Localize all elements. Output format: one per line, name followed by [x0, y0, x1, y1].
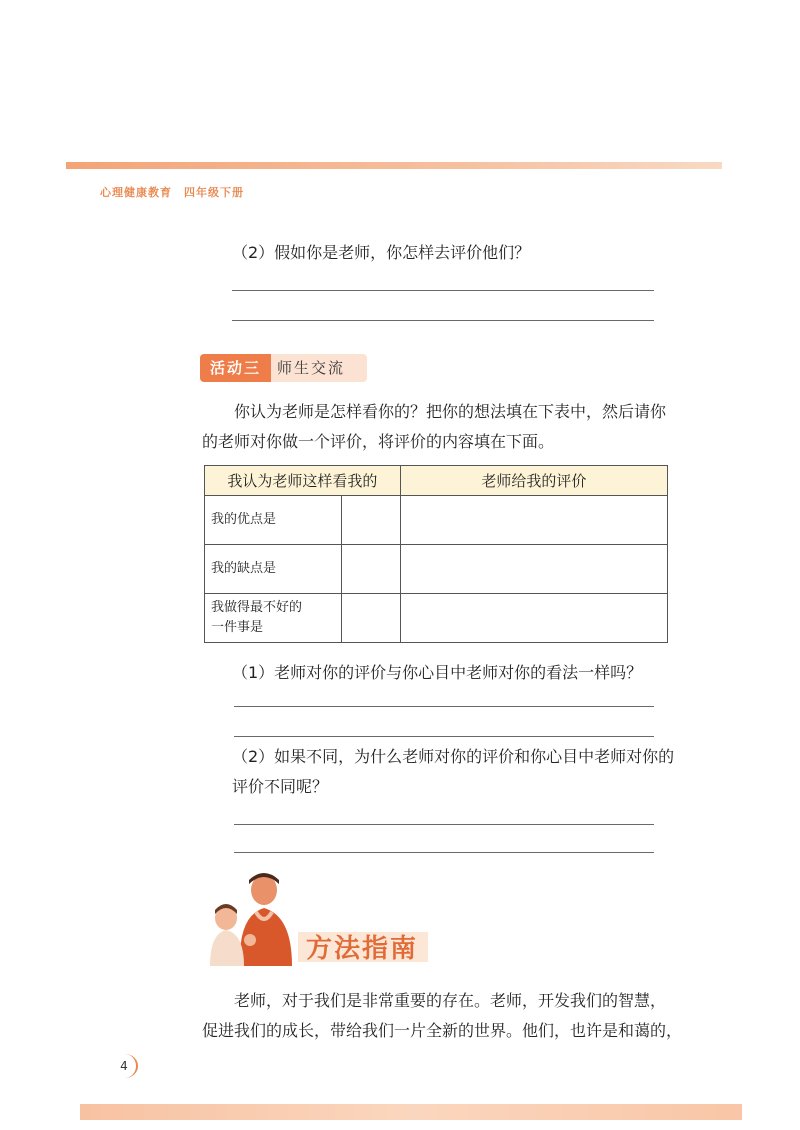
- guide-line1: 老师，对于我们是非常重要的存在。老师，开发我们的智慧，: [234, 991, 667, 1010]
- answer-line[interactable]: [234, 824, 654, 825]
- table-header-row: [205, 466, 668, 496]
- activity-intro: [202, 397, 682, 457]
- activity-heading: [200, 354, 367, 382]
- table-header-teacher-eval: 老师给我的评价: [400, 466, 667, 496]
- table-header-self-view: 我认为老师这样看我的: [205, 466, 401, 496]
- row-label-line1: 我做得最不好的: [211, 600, 303, 615]
- answer-line[interactable]: [234, 736, 654, 737]
- question-1: （1）老师对你的评价与你心目中老师对你的看法一样吗？: [232, 663, 643, 682]
- activity-title: 师生交流: [271, 354, 367, 382]
- page-number: 4: [112, 1054, 138, 1078]
- row-label-line2: 一件事是: [211, 620, 264, 635]
- table-row: [205, 594, 668, 643]
- activity-intro-line1: 你认为老师是怎样看你的？把你的想法填在下表中，然后请你: [234, 402, 667, 421]
- answer-line[interactable]: [234, 852, 654, 853]
- row-label-strengths: 我的优点是: [205, 496, 342, 545]
- teacher-eval-cell[interactable]: [400, 496, 667, 545]
- self-view-cell[interactable]: [342, 496, 401, 545]
- activity-intro-line2: 的老师对你做一个评价，将评价的内容填在下面。: [202, 432, 555, 451]
- evaluation-table: [204, 465, 668, 643]
- guide-paragraph: [202, 986, 682, 1046]
- header-rule: [66, 162, 722, 169]
- answer-line[interactable]: [234, 706, 654, 707]
- question-2-line2: 评价不同呢？: [232, 777, 329, 796]
- row-label-worst-thing: [205, 594, 342, 643]
- guide-line2: 促进我们的成长，带给我们一片全新的世界。他们，也许是和蔼的，: [202, 1021, 683, 1040]
- question-prev-2: （2）假如你是老师，你怎样去评价他们？: [232, 243, 531, 262]
- answer-line[interactable]: [232, 290, 654, 291]
- question-2: [232, 742, 682, 802]
- running-head: 心理健康教育 四年级下册: [100, 186, 244, 199]
- self-view-cell[interactable]: [342, 594, 401, 643]
- table-row: [205, 545, 668, 594]
- teacher-eval-cell[interactable]: [400, 594, 667, 643]
- guide-title: 方法指南: [306, 934, 419, 964]
- parent-child-illustration: [202, 868, 302, 972]
- table-row: [205, 496, 668, 545]
- self-view-cell[interactable]: [342, 545, 401, 594]
- answer-line[interactable]: [232, 320, 654, 321]
- row-label-weaknesses: 我的缺点是: [205, 545, 342, 594]
- teacher-eval-cell[interactable]: [400, 545, 667, 594]
- question-2-line1: （2）如果不同，为什么老师对你的评价和你心目中老师对你的: [232, 747, 675, 766]
- footer-rule: [80, 1104, 742, 1120]
- activity-tag: 活动三: [200, 354, 271, 382]
